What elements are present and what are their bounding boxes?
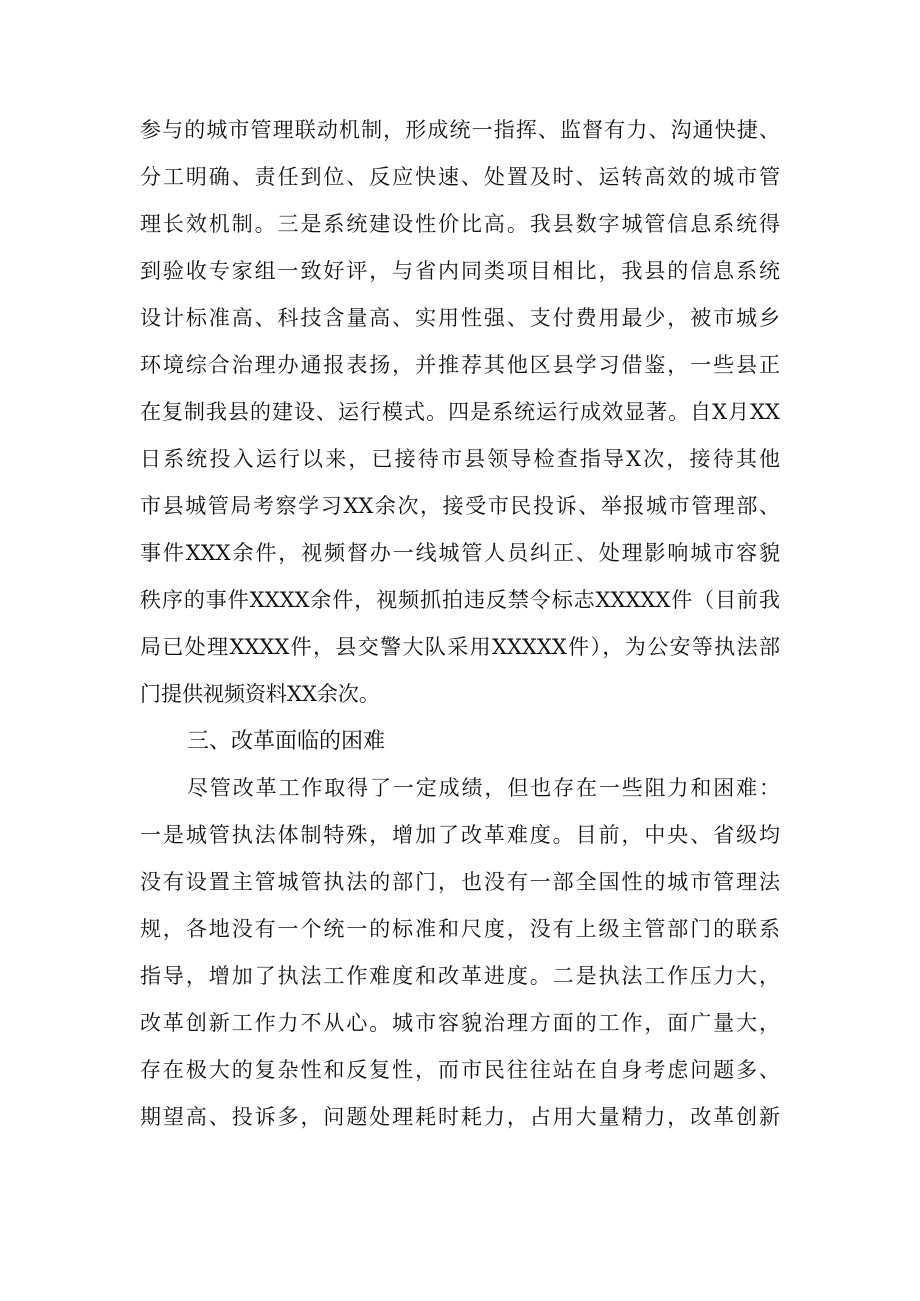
paragraph-line: 存在极大的复杂性和反复性，而市民往往站在自身考虑问题多、 [140, 1058, 780, 1082]
paragraph-line: 到验收专家组一致好评，与省内同类项目相比，我县的信息系统 [140, 259, 780, 283]
paragraph-line: 指导，增加了执法工作难度和改革进度。二是执法工作压力大， [140, 964, 780, 988]
paragraph-line: 在复制我县的建设、运行模式。四是系统运行成效显著。自X月XX [140, 400, 780, 424]
paragraph-line: 没有设置主管城管执法的部门，也没有一部全国性的城市管理法 [140, 870, 780, 894]
paragraph-line: 门提供视频资料XX余次。 [140, 682, 380, 706]
paragraph-line: 事件XXX余件，视频督办一线城管人员纠正、处理影响城市容貌 [140, 541, 780, 565]
paragraph-line: 规，各地没有一个统一的标准和尺度，没有上级主管部门的联系 [140, 917, 780, 941]
paragraph-line: 尽管改革工作取得了一定成绩，但也存在一些阻力和困难： [187, 776, 780, 800]
paragraph-line: 设计标准高、科技含量高、实用性强、支付费用最少，被市城乡 [140, 306, 780, 330]
paragraph-line: 环境综合治理办通报表扬，并推荐其他区县学习借鉴，一些县正 [140, 353, 780, 377]
paragraph-line: 参与的城市管理联动机制，形成统一指挥、监督有力、沟通快捷、 [140, 118, 780, 142]
section-heading: 三、改革面临的困难 [187, 729, 386, 754]
paragraph-line: 期望高、投诉多，问题处理耗时耗力，占用大量精力，改革创新 [140, 1105, 780, 1129]
paragraph-line: 秩序的事件XXXX余件，视频抓拍违反禁令标志XXXXX件（目前我 [140, 588, 780, 612]
paragraph-line: 理长效机制。三是系统建设性价比高。我县数字城管信息系统得 [140, 212, 780, 236]
paragraph-line: 局已处理XXXX件，县交警大队采用XXXXX件），为公安等执法部 [140, 635, 780, 659]
paragraph-line: 市县城管局考察学习XX余次，接受市民投诉、举报城市管理部、 [140, 494, 780, 518]
paragraph-line: 分工明确、责任到位、反应快速、处置及时、运转高效的城市管 [140, 165, 780, 189]
paragraph-line: 一是城管执法体制特殊，增加了改革难度。目前，中央、省级均 [140, 823, 780, 847]
paragraph-line: 改革创新工作力不从心。城市容貌治理方面的工作，面广量大， [140, 1011, 780, 1035]
paragraph-line: 日系统投入运行以来，已接待市县领导检查指导X次，接待其他 [140, 447, 780, 471]
